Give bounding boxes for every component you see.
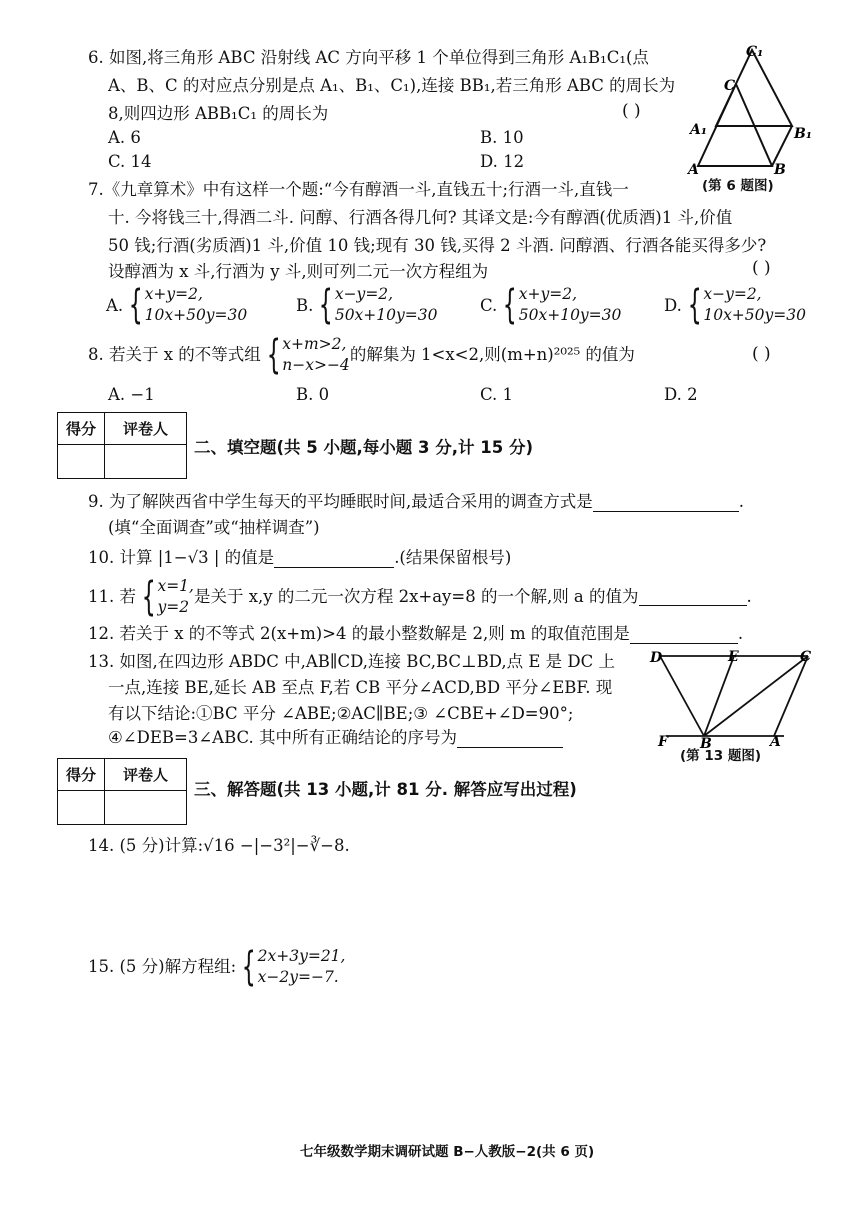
q6-label-a: A xyxy=(688,162,699,178)
brace-icon: { xyxy=(266,332,281,378)
q11-eq2: y=2 xyxy=(157,598,190,616)
q8-eq1: x+m>2, xyxy=(282,335,347,353)
q11-eq1: x=1, xyxy=(157,577,194,595)
brace-icon: { xyxy=(241,944,256,990)
q13-caption: (第 13 题图) xyxy=(680,748,762,764)
q8-suffix: 的解集为 1<x<2,则(m+n)²⁰²⁵ 的值为 xyxy=(349,345,635,364)
q8-option-d: D. 2 xyxy=(664,385,698,404)
q13-line-4 xyxy=(108,728,563,748)
q7-answer-paren: ( ) xyxy=(752,258,771,278)
q10-prefix: 10. 计算 |1−√3 | 的值是 xyxy=(88,548,275,567)
q6-line-3: 8,则四边形 ABB₁C₁ 的周长为 xyxy=(108,104,329,123)
q15-eq1: 2x+3y=21, xyxy=(257,947,346,965)
q7-option-c xyxy=(480,284,621,326)
q6-option-b: B. 10 xyxy=(480,128,524,147)
grader-label: 评卷人 xyxy=(105,759,187,791)
score-box-section-2 xyxy=(57,412,187,479)
q8-option-a: A. −1 xyxy=(108,385,155,404)
q6-option-a: A. 6 xyxy=(108,128,141,147)
grader-label: 评卷人 xyxy=(105,413,187,445)
q14: 14. (5 分)计算:√16 −|−3²|−∛−8. xyxy=(88,836,350,855)
q9-text: 9. 为了解陕西省中学生每天的平均睡眠时间,最适合采用的调查方式是 xyxy=(88,492,593,511)
q9-line-2: (填“全面调查”或“抽样调查”) xyxy=(108,518,320,537)
q7-line-1: 7.《九章算术》中有这样一个题:“今有醇酒一斗,直钱五十;行酒一斗,直钱一 xyxy=(88,180,629,199)
q13-line-3: 有以下结论:①BC 平分 ∠ABE;②AC∥BE;③ ∠CBE+∠D=90°; xyxy=(108,704,574,723)
q6-label-b1: B₁ xyxy=(794,126,812,142)
brace-icon: { xyxy=(319,282,334,328)
q8-option-b: B. 0 xyxy=(296,385,330,404)
q7-option-b-eq1: x−y=2, xyxy=(334,285,394,303)
q7-option-d-label: D. xyxy=(664,295,682,315)
brace-icon: { xyxy=(141,574,156,620)
section-2-heading: 二、填空题(共 5 小题,每小题 3 分,计 15 分) xyxy=(194,438,534,457)
q11-prefix: 11. 若 xyxy=(88,587,136,606)
section-3-heading: 三、解答题(共 13 小题,计 81 分. 解答应写出过程) xyxy=(194,780,577,799)
q7-option-d-eq2: 10x+50y=30 xyxy=(703,306,806,324)
q7-option-b-eq2: 50x+10y=30 xyxy=(334,306,438,324)
q7-option-d xyxy=(664,284,806,326)
q7-option-b-label: B. xyxy=(296,295,314,315)
q13-label-c: C xyxy=(800,649,812,665)
brace-icon: { xyxy=(128,282,143,328)
q7-option-a-eq1: x+y=2, xyxy=(144,285,203,303)
q9-line-1 xyxy=(88,492,744,512)
q13-label-a: A xyxy=(770,734,781,748)
q13-line-4-text: ④∠DEB=3∠ABC. 其中所有正确结论的序号为 xyxy=(108,728,458,747)
q6-label-b: B xyxy=(774,162,786,178)
q6-label-c: C xyxy=(724,78,736,94)
q15-eq2: x−2y=−7. xyxy=(257,968,339,986)
q7-option-c-eq2: 50x+10y=30 xyxy=(518,306,622,324)
q10 xyxy=(88,548,511,568)
q11-suffix: 是关于 x,y 的二元一次方程 2x+ay=8 的一个解,则 a 的值为 xyxy=(193,587,639,606)
score-label: 得分 xyxy=(58,413,105,445)
q6-label-c1: C₁ xyxy=(746,44,764,60)
score-cell[interactable] xyxy=(58,791,105,825)
q12-text: 12. 若关于 x 的不等式 2(x+m)>4 的最小整数解是 2,则 m 的取值范围是 xyxy=(88,624,630,643)
q7-option-a xyxy=(106,284,247,326)
q7-option-a-label: A. xyxy=(106,295,124,315)
q6-line-2: A、B、C 的对应点分别是点 A₁、B₁、C₁),连接 BB₁,若三角形 ABC 的周长为 xyxy=(108,76,676,95)
brace-icon: { xyxy=(503,282,518,328)
grader-cell[interactable] xyxy=(105,791,187,825)
q13-line-1: 13. 如图,在四边形 ABDC 中,AB∥CD,连接 BC,BC⊥BD,点 E 是 DC 上 xyxy=(88,652,615,671)
q8-answer-paren: ( ) xyxy=(752,344,771,364)
q11-end: . xyxy=(746,587,752,606)
page-footer: 七年级数学期末调研试题 B−人教版−2(共 6 页) xyxy=(300,1144,595,1160)
q12-end: . xyxy=(737,624,744,643)
q6-option-c: C. 14 xyxy=(108,152,152,171)
q15-prefix: 15. (5 分)解方程组: xyxy=(88,957,237,976)
q13-label-d: D xyxy=(650,650,663,666)
q9-answer-blank[interactable] xyxy=(593,495,739,512)
q6-answer-paren: ( ) xyxy=(622,101,641,121)
q13-label-f: F xyxy=(658,734,668,748)
q8-option-c: C. 1 xyxy=(480,385,514,404)
grader-cell[interactable] xyxy=(105,445,187,479)
q10-suffix: .(结果保留根号) xyxy=(394,548,512,567)
q13-answer-blank[interactable] xyxy=(457,731,563,748)
q7-option-c-label: C. xyxy=(480,295,498,315)
q6-line-1: 6. 如图,将三角形 ABC 沿射线 AC 方向平移 1 个单位得到三角形 A₁B₁C₁(点 xyxy=(88,48,649,67)
brace-icon: { xyxy=(687,282,702,328)
q13-figure xyxy=(648,644,820,748)
q12 xyxy=(88,624,743,644)
score-box-section-3 xyxy=(57,758,187,825)
q7-option-c-eq1: x+y=2, xyxy=(518,285,578,303)
q8-stem xyxy=(88,334,635,376)
q7-line-2: 十. 今将钱三十,得酒二斗. 问醇、行酒各得几何? 其译文是:今有醇酒(优质酒)1 斗,价值 xyxy=(108,208,733,227)
q7-line-3: 50 钱;行酒(劣质酒)1 斗,价值 10 钱;现有 30 钱,买得 2 斗酒. 问醇酒、行酒各能买得多少? xyxy=(108,236,767,255)
q11-answer-blank[interactable] xyxy=(639,589,747,606)
q13-label-e: E xyxy=(728,649,739,665)
q11 xyxy=(88,576,752,618)
q7-option-a-eq2: 10x+50y=30 xyxy=(144,306,248,324)
q13-line-2: 一点,连接 BE,延长 AB 至点 F,若 CB 平分∠ACD,BD 平分∠EBF. 现 xyxy=(108,678,613,697)
q7-option-b xyxy=(296,284,437,326)
score-cell[interactable] xyxy=(58,445,105,479)
q7-option-d-eq1: x−y=2, xyxy=(703,285,762,303)
q12-answer-blank[interactable] xyxy=(630,627,738,644)
q9-end: . xyxy=(738,492,744,511)
q13-label-b: B xyxy=(700,736,712,748)
q7-line-4: 设醇酒为 x 斗,行酒为 y 斗,则可列二元一次方程组为 xyxy=(108,262,489,281)
q10-answer-blank[interactable] xyxy=(274,551,394,568)
q6-option-d: D. 12 xyxy=(480,152,525,171)
q6-figure xyxy=(680,44,820,194)
q6-caption: (第 6 题图) xyxy=(702,178,774,194)
q15 xyxy=(88,946,345,988)
q8-eq2: n−x>−4 xyxy=(282,356,350,374)
score-label: 得分 xyxy=(58,759,105,791)
q6-label-a1: A₁ xyxy=(690,122,707,138)
q8-prefix: 8. 若关于 x 的不等式组 xyxy=(88,345,261,364)
